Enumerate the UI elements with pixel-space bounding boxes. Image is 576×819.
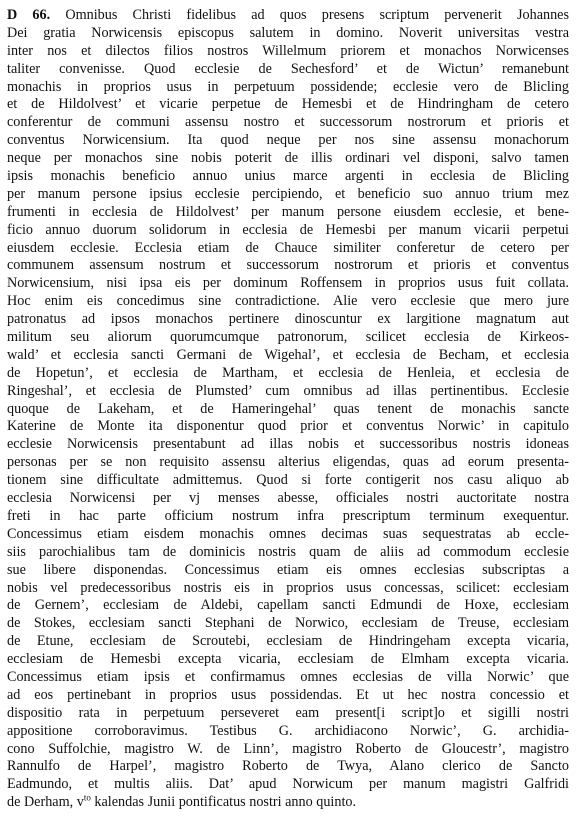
text-line: Concessimus etiam eisdem monachis omnes decimas suas sequestratas ab eccle- xyxy=(7,525,569,542)
text-line: tionem sine difficultate admittemus. Quod si forte contigerit nos casu aliquo ab xyxy=(7,472,569,489)
text-line-content: de Derham, v xyxy=(7,794,84,811)
text-line: ad eos pertinebant in proprios usus possidendas. Et ut hec nostra concessio et xyxy=(7,686,569,703)
text-line: militum seu aliorum quorumcumque patronorum, scilicet ecclesia de Kirkeos- xyxy=(7,329,569,346)
text-line: ecclesiam de Hemesbi excepta vicaria, ecclesiam de Elmham excepta vicaria. xyxy=(7,651,569,668)
text-line: dispositio rata in perpetuum perseveret eam present[i script]o et sigilli nostri xyxy=(7,704,569,721)
text-line: neque per monachos sine nobis poterit de illis ordinari vel disponi, salvo tamen xyxy=(7,150,569,167)
text-line: Dei gratia Norwicensis episcopus salutem in domino. Noverit universitas vestra xyxy=(7,24,569,41)
text-line: taliter convenisse. Quod ecclesie de Sechesford’ et de Wictun’ remanebunt xyxy=(7,60,569,77)
text-line: Hoc enim eis concedimus sine contradictione. Alie vero ecclesie que mero jure xyxy=(7,293,569,310)
text-line: cono Suffolchie, magistro W. de Linn’, magistro Roberto de Gloucestr’, magistro xyxy=(7,740,569,757)
text-line: nobis vel predecessoribus nostris eis in proprios usus concessas, scilicet: ecclesiam xyxy=(7,579,569,596)
text-line: personas per se non requisito assensu alterius eligendas, quas ad eorum presenta- xyxy=(7,454,569,471)
text-line: Eadmundo, et multis aliis. Dat’ apud Norwicum per manum magistri Galfridi xyxy=(7,776,569,793)
text-line: conventus Norwicensium. Ita quod neque per nos sine assensu monachorum xyxy=(7,132,569,149)
text-line: de Hopetun’, et ecclesia de Martham, et ecclesia de Henleia, et ecclesia de xyxy=(7,364,569,381)
text-line-final xyxy=(7,794,569,812)
text-line: quoque de Lakeham, et de Hameringehal’ quas tenent de monachis sancte xyxy=(7,400,569,417)
text-line: eiusdem ecclesie. Ecclesia etiam de Chauce similiter conferetur de cetero per xyxy=(7,239,569,256)
text-line-content: Omnibus Christi fidelibus ad quos presens scriptum pervenerit Johannes xyxy=(50,7,569,23)
text-line: freti in hac parte officium nostrum infra prescriptum terminum exequentur. xyxy=(7,507,569,524)
charter-text xyxy=(7,7,569,815)
text-line: de Gernem’, ecclesiam de Aldebi, capellam sancti Edmundi de Hoxe, ecclesiam xyxy=(7,597,569,614)
text-line: Ringeshal’, et ecclesia de Plumsted’ cum omnibus ad illas pertinentibus. Ecclesie xyxy=(7,382,569,399)
text-line-content: kalendas Junii pontificatus nostri anno quinto. xyxy=(90,794,357,811)
text-line: frumenti in ecclesia de Hildolvest’ per manum persone eiusdem ecclesie, et bene- xyxy=(7,203,569,220)
text-line: de Etune, ecclesiam de Scroutebi, ecclesiam de Hindringeham excepta vicaria, xyxy=(7,633,569,650)
text-line xyxy=(7,7,569,25)
text-line: ficio annuo duorum solidorum in ecclesia de Hemesbi per manum vicarii perpetui xyxy=(7,221,569,238)
text-line: et de Hildolvest’ et vicarie perpetue de Hemesbi et de Hindringham de cetero xyxy=(7,96,569,113)
text-line: per manum persone ipsius ecclesie percipiendo, et beneficio suo annuo trium mez xyxy=(7,185,569,202)
text-line: appositione corroboravimus. Testibus G. archidiacono Norwic’, G. archidia- xyxy=(7,722,569,739)
document-id: D 66. xyxy=(7,7,51,23)
text-line: wald’ et ecclesia sancti Germani de Wigehal’, et ecclesia de Becham, et ecclesia xyxy=(7,346,569,363)
text-line: siis parochialibus tam de dominicis nostris quam de aliis ad commodum ecclesie xyxy=(7,543,569,560)
text-line: conferentur de communi assensu nostro et successorum nostrorum et prioris et xyxy=(7,114,569,131)
text-line: Katerine de Monte ita disponentur quod prior et conventus Norwic’ in capitulo xyxy=(7,418,569,435)
text-line: ecclesia Norwicensi per vj menses abesse, officiales nostri auctoritate nostra xyxy=(7,490,569,507)
text-line: patronatus ad ipsos monachos pertinere dinoscuntur ex largitione magnatum aut xyxy=(7,311,569,328)
text-line: sue libere disponendas. Concessimus etiam eis omnes ecclesias subscriptas a xyxy=(7,561,569,578)
text-line: ecclesie Norwicensis presentabunt ad illas nobis et successoribus nostris idoneas xyxy=(7,436,569,453)
text-line: monachis in proprios usus in perpetuum possidende; ecclesie vero de Blicling xyxy=(7,78,569,95)
text-line: de Stokes, ecclesiam sancti Stephani de Norwico, ecclesiam de Treuse, ecclesiam xyxy=(7,615,569,632)
text-line: Rannulfo de Harpel’, magistro Roberto de Twya, Alano clerico de Sancto xyxy=(7,758,569,775)
text-line: inter nos et dilectos filios nostros Willelmum priorem et monachos Norwicenses xyxy=(7,42,569,59)
text-line: communem assensum nostrum et successorum nostrorum et prioris et conventus xyxy=(7,257,569,274)
text-line: Concessimus etiam ipsis et confirmamus omnes ecclesias de villa Norwic’ que xyxy=(7,668,569,685)
superscript-ordinal: to xyxy=(83,794,91,803)
text-line: ipsis monachis beneficio annuo unius marce argenti in ecclesia de Blicling xyxy=(7,168,569,185)
text-line: Norwicensium, nisi ipsa eis per dominum Roffensem in proprios usus fuit collata. xyxy=(7,275,569,292)
